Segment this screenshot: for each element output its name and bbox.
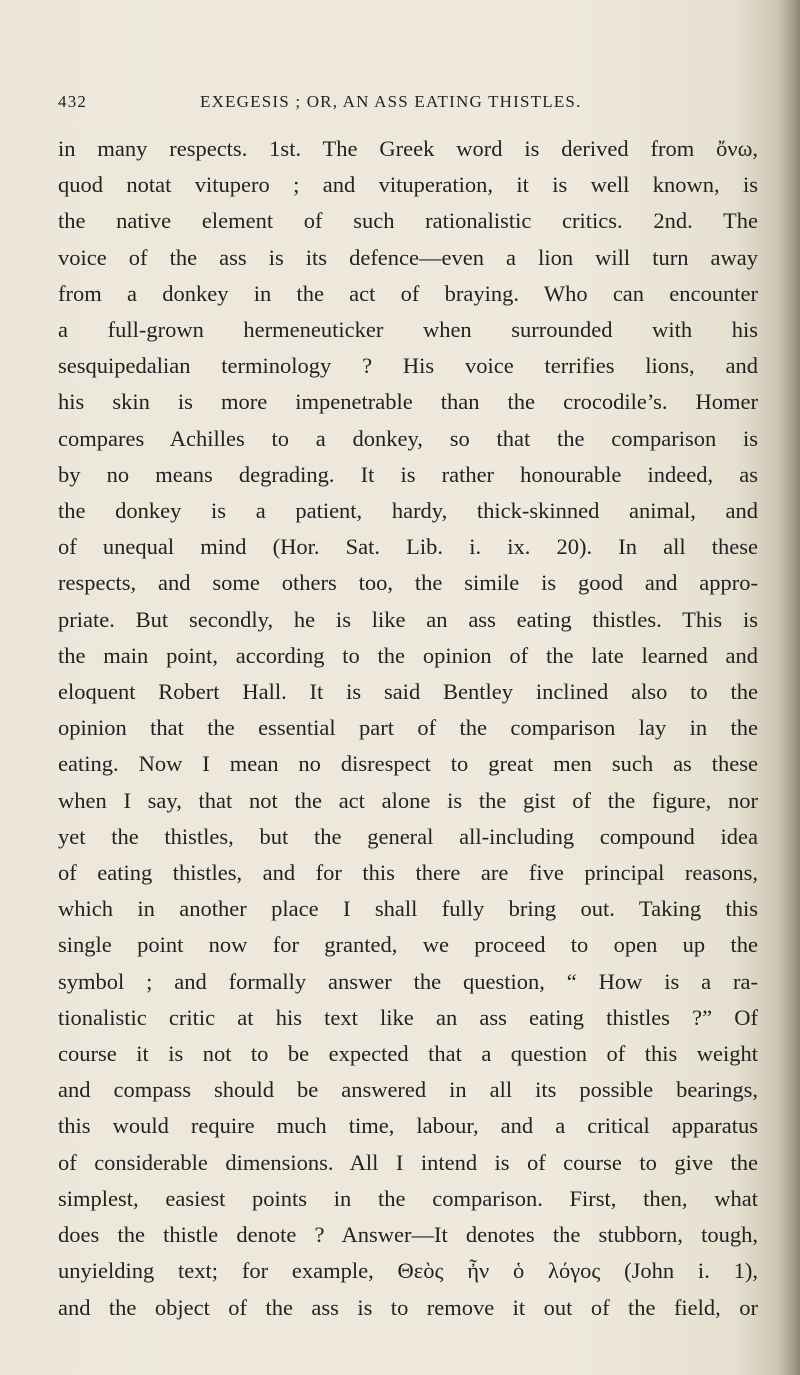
text-line	[58, 746, 758, 782]
text-line	[58, 1072, 758, 1108]
text-run: single point now for granted, we proceed to open up the	[58, 932, 758, 958]
text-run: denote ? Answer—It denotes the stubborn, tough,	[218, 1222, 758, 1248]
text-line	[58, 167, 758, 203]
body-paragraph	[58, 131, 758, 1326]
italic-text: thistles,	[164, 823, 234, 849]
text-line	[58, 819, 758, 855]
italic-text: eating.	[58, 751, 119, 777]
text-run: respects, and some others too, the simile is good and appro-	[58, 570, 758, 596]
text-line	[58, 964, 758, 1000]
text-line	[58, 312, 758, 348]
text-line	[58, 1290, 758, 1326]
text-run: by no means degrading. It is rather honourable indeed, as	[58, 461, 758, 487]
text-run: sesquipedalian terminology ? His voice terrifies lions, and	[58, 353, 758, 379]
text-line	[58, 674, 758, 710]
text-line	[58, 493, 758, 529]
text-line	[58, 783, 758, 819]
text-run: yet the	[58, 823, 165, 849]
text-line	[58, 1108, 758, 1144]
text-run: symbol ; and formally answer the question, “ How is a ra-	[58, 968, 758, 994]
text-run: of considerable dimensions. All I intend is of course to give the	[58, 1149, 758, 1175]
text-run: does the	[58, 1222, 164, 1248]
text-run: in many respects. 1st. The Greek word is derived from	[58, 136, 717, 161]
text-line	[58, 203, 758, 239]
text-run: tionalistic critic at his text like an ass eating thistles ?” Of	[58, 1004, 758, 1030]
text-run: quod notat vitupero ; and vituperation, it is well known, is	[58, 172, 758, 198]
text-line	[58, 1217, 758, 1253]
text-run: alone is the gist of the figure, nor	[364, 787, 758, 813]
running-header	[58, 92, 758, 116]
text-run: of	[58, 860, 98, 886]
text-run: simplest, easiest points in the comparison. First, then, what	[58, 1185, 758, 1211]
text-line	[58, 529, 758, 565]
page-gutter-shadow	[778, 0, 800, 1375]
text-line	[58, 348, 758, 384]
text-run: compares Achilles to a donkey, so that the comparison is	[58, 425, 758, 451]
text-line	[58, 638, 758, 674]
text-run: this would require much time, labour, and a critical apparatus	[58, 1113, 758, 1139]
text-run: eloquent Robert Hall. It is said Bentley inclined also to the	[58, 679, 758, 705]
text-run: priate. But secondly, he is like an ass	[58, 606, 517, 632]
italic-text: ὄνω	[716, 136, 753, 161]
text-run: the donkey is a patient, hardy, thick-skinned animal, and	[58, 498, 758, 524]
running-title: EXEGESIS ; OR, AN ASS EATING THISTLES.	[200, 92, 582, 111]
text-run: ,	[752, 136, 758, 161]
text-run: the native element of such rationalistic critics. 2nd. The	[58, 208, 758, 234]
text-line	[58, 710, 758, 746]
text-line	[58, 891, 758, 927]
text-run: This is	[661, 606, 758, 632]
text-run: of unequal mind (Hor. Sat. Lib. i. ix. 20). In all these	[58, 534, 758, 560]
text-run: and for this there are five principal reasons,	[242, 860, 758, 886]
text-line	[58, 1036, 758, 1072]
text-run: his skin is more impenetrable than the crocodile’s. Homer	[58, 389, 758, 415]
text-line	[58, 421, 758, 457]
text-line	[58, 1253, 758, 1289]
text-line	[58, 240, 758, 276]
italic-text: eating thistles.	[516, 606, 662, 632]
text-line	[58, 565, 758, 601]
text-line	[58, 927, 758, 963]
text-line	[58, 276, 758, 312]
text-run: unyielding text; for example, Θεὸς ἦν ὁ λόγος (John i. 1),	[58, 1258, 758, 1284]
text-line	[58, 131, 758, 167]
text-run: course it is not to be expected that a question of this weight	[58, 1041, 758, 1067]
text-run: which in another place I shall fully bring out. Taking this	[58, 896, 758, 922]
italic-text: eating thistles,	[97, 860, 243, 886]
text-line	[58, 602, 758, 638]
italic-text: thistle	[163, 1222, 219, 1248]
text-line	[58, 1181, 758, 1217]
text-line	[58, 855, 758, 891]
text-run: but the general all-including compound idea	[233, 823, 758, 849]
text-line	[58, 1145, 758, 1181]
text-run: when I say, that not the	[58, 787, 339, 813]
text-line	[58, 457, 758, 493]
text-run: opinion that the essential part of the comparison lay in the	[58, 715, 758, 741]
text-run: and the object of the ass is to remove it out of the field, or	[58, 1294, 758, 1320]
text-run: and compass should be answered in all its possible bearings,	[58, 1077, 758, 1103]
text-run: Now I mean no disrespect to great men such as these	[118, 751, 758, 777]
text-run: from a donkey in the act of braying. Who can encounter	[58, 280, 758, 306]
text-line	[58, 384, 758, 420]
text-run: the main point, according to the opinion of the late learned and	[58, 642, 758, 668]
italic-text: act	[338, 787, 365, 813]
text-run: a full-grown hermeneuticker when surrounded with his	[58, 317, 758, 343]
page-number: 432	[58, 92, 88, 111]
text-line	[58, 1000, 758, 1036]
text-run: voice of the ass is its defence—even a lion will turn away	[58, 244, 758, 270]
